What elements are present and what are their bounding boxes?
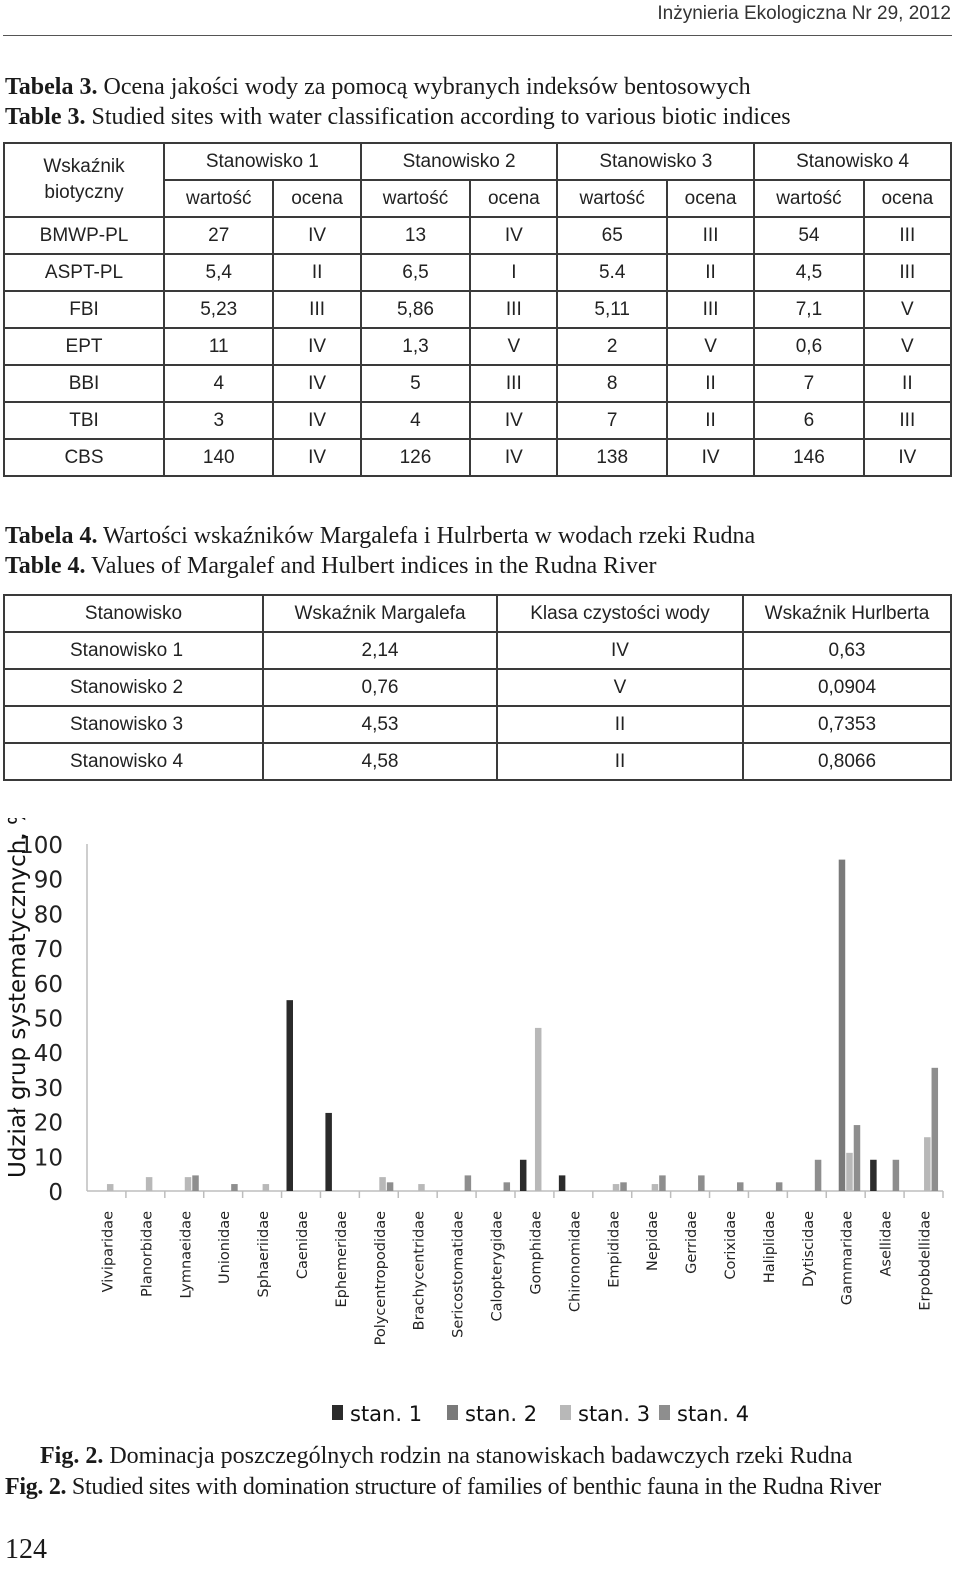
category-label: Calopterygidae xyxy=(489,1211,506,1322)
table3-cell: V xyxy=(667,328,754,365)
dominance-chart xyxy=(0,818,960,1438)
table3-cell: V xyxy=(864,328,951,365)
bar-stan-4 xyxy=(737,1182,744,1191)
y-tick-label: 70 xyxy=(33,937,63,964)
table3-subheader: wartość xyxy=(557,180,666,217)
category-label: Brachycentridae xyxy=(411,1211,428,1331)
table3-cell: 8 xyxy=(557,365,666,402)
bar-stan-1 xyxy=(870,1160,877,1191)
figure-caption-pl xyxy=(40,1441,852,1471)
y-tick-label: 10 xyxy=(33,1145,63,1172)
table3-cell: 1,3 xyxy=(361,328,470,365)
table4-site-name: Stanowisko 2 xyxy=(4,669,263,706)
category-label: Dytiscidae xyxy=(800,1211,817,1288)
bar-stan-1 xyxy=(559,1175,566,1191)
table3-cell: 7 xyxy=(557,402,666,439)
y-tick-label: 30 xyxy=(33,1075,63,1102)
table4-site-name: Stanowisko 4 xyxy=(4,743,263,780)
table4-caption-en-text: Values of Margalef and Hulbert indices in the Rudna River xyxy=(85,553,657,579)
table3-cell: IV xyxy=(273,365,360,402)
category-label: Nepidae xyxy=(645,1211,662,1272)
bar-stan-3 xyxy=(613,1184,620,1191)
bar-stan-3 xyxy=(924,1137,931,1191)
bar-stan-4 xyxy=(659,1175,666,1191)
bar-stan-4 xyxy=(465,1175,472,1191)
table3-cell: 7,1 xyxy=(754,291,863,328)
table3-cell: 140 xyxy=(164,439,273,476)
category-label: Empididae xyxy=(606,1211,623,1288)
table3-cell: 54 xyxy=(754,217,863,254)
table4-cell: 0,0904 xyxy=(743,669,951,706)
table3-caption-en-label: Table 3. xyxy=(5,104,86,130)
table3-index-name: BMWP-PL xyxy=(4,217,164,254)
table3-cell: 4 xyxy=(164,365,273,402)
y-tick-label: 60 xyxy=(33,971,63,998)
category-label: Gerridae xyxy=(684,1211,701,1274)
category-label: Gammaridae xyxy=(839,1211,856,1306)
table3-index-name: EPT xyxy=(4,328,164,365)
table3-subheader: ocena xyxy=(470,180,557,217)
table3-cell: II xyxy=(667,365,754,402)
legend-swatch xyxy=(332,1405,343,1420)
table3-cell: 27 xyxy=(164,217,273,254)
table3-subheader: wartość xyxy=(164,180,273,217)
table3-cell: 5.4 xyxy=(557,254,666,291)
bar-stan-4 xyxy=(854,1125,861,1191)
table3-cell: III xyxy=(667,291,754,328)
table3-subheader: wartość xyxy=(361,180,470,217)
table4 xyxy=(3,594,952,781)
figure-caption-en-text: Studied sites with domination structure of families of benthic fauna in the Rudna River xyxy=(66,1474,881,1500)
table4-cell: 0,63 xyxy=(743,632,951,669)
table4-cell: 0,8066 xyxy=(743,743,951,780)
category-label: Polycentropodidae xyxy=(372,1211,389,1346)
table3-index-name: ASPT-PL xyxy=(4,254,164,291)
category-label: Sphaeriidae xyxy=(256,1211,273,1298)
table4-cell: 4,53 xyxy=(263,706,497,743)
table3-cell: 3 xyxy=(164,402,273,439)
table4-cell: 0,76 xyxy=(263,669,497,706)
category-label: Sericostomatidae xyxy=(450,1211,467,1338)
category-label: Chironomidae xyxy=(567,1211,584,1313)
category-label: Unionidae xyxy=(217,1211,234,1284)
bar-stan-3 xyxy=(846,1153,853,1191)
table-row xyxy=(4,632,951,669)
category-label: Asellidae xyxy=(878,1211,895,1277)
table3-cell: IV xyxy=(470,217,557,254)
table3-cell: 138 xyxy=(557,439,666,476)
table3-cell: III xyxy=(470,291,557,328)
table3-cell: IV xyxy=(470,439,557,476)
table-row xyxy=(4,365,951,402)
category-label: Lymnaeidae xyxy=(178,1211,195,1299)
table3-cell: III xyxy=(864,254,951,291)
table3-cell: 5,4 xyxy=(164,254,273,291)
y-axis-label: Udział grup systematycznych, % xyxy=(5,818,31,1178)
table3-cell: IV xyxy=(273,217,360,254)
bar-stan-4 xyxy=(776,1182,783,1191)
table3-cell: 126 xyxy=(361,439,470,476)
table3-index-name: FBI xyxy=(4,291,164,328)
table-row xyxy=(4,402,951,439)
table-row xyxy=(4,706,951,743)
table3-subheader: ocena xyxy=(864,180,951,217)
legend-swatch xyxy=(560,1405,571,1420)
y-tick-label: 90 xyxy=(33,867,63,894)
bar-stan-1 xyxy=(287,1000,294,1191)
table3-caption-en-text: Studied sites with water classification according to various biotic indices xyxy=(85,104,791,130)
table-row xyxy=(4,743,951,780)
table4-site-name: Stanowisko 1 xyxy=(4,632,263,669)
table3-cell: IV xyxy=(470,402,557,439)
table3-cell: III xyxy=(667,217,754,254)
table4-caption-pl-text: Wartości wskaźników Margalefa i Hulrberta w wodach rzeki Rudna xyxy=(97,523,756,549)
table4-cell: IV xyxy=(497,632,743,669)
legend-label: stan. 3 xyxy=(578,1402,651,1426)
table-row xyxy=(4,439,951,476)
category-label: Erpobdellidae xyxy=(917,1211,934,1311)
category-label: Gomphidae xyxy=(528,1211,545,1295)
table3-site-header: Stanowisko 4 xyxy=(754,143,951,180)
table-row xyxy=(4,291,951,328)
table3-cell: 4,5 xyxy=(754,254,863,291)
y-tick-label: 0 xyxy=(48,1180,63,1206)
y-tick-label: 50 xyxy=(33,1006,63,1033)
table3-cell: II xyxy=(667,402,754,439)
table3-cell: 4 xyxy=(361,402,470,439)
table3-cell: III xyxy=(470,365,557,402)
table3-cell: IV xyxy=(273,402,360,439)
table4-header: Wskaźnik Margalefa xyxy=(263,595,497,632)
table3-index-name: BBI xyxy=(4,365,164,402)
category-label: Caenidae xyxy=(295,1211,311,1280)
figure-caption-pl-text: Dominacja poszczególnych rodzin na stanowiskach badawczych rzeki Rudna xyxy=(103,1443,853,1469)
legend-label: stan. 2 xyxy=(465,1402,538,1426)
table3-cell: 2 xyxy=(557,328,666,365)
bar-stan-2 xyxy=(839,860,846,1191)
table3-cell: 5 xyxy=(361,365,470,402)
table3-site-header: Stanowisko 3 xyxy=(557,143,754,180)
bar-stan-1 xyxy=(520,1160,527,1191)
table3-header-sites xyxy=(4,143,951,180)
bar-stan-3 xyxy=(652,1184,659,1191)
bar-stan-3 xyxy=(535,1028,542,1191)
bar-stan-4 xyxy=(698,1175,705,1191)
table3-cell: V xyxy=(470,328,557,365)
bar-stan-3 xyxy=(146,1177,153,1191)
bar-stan-4 xyxy=(231,1184,238,1191)
table3-index-name: CBS xyxy=(4,439,164,476)
table3-cell: II xyxy=(273,254,360,291)
figure-caption-pl-label: Fig. 2. xyxy=(40,1443,104,1469)
table3-index-name: TBI xyxy=(4,402,164,439)
figure-caption-en xyxy=(5,1472,881,1502)
bar-stan-4 xyxy=(815,1160,822,1191)
table-row xyxy=(4,328,951,365)
table3-cell: III xyxy=(864,402,951,439)
bar-stan-3 xyxy=(107,1184,114,1191)
table4-cell: 4,58 xyxy=(263,743,497,780)
table3-cell: 11 xyxy=(164,328,273,365)
table3-cell: 13 xyxy=(361,217,470,254)
table3-subheader: ocena xyxy=(667,180,754,217)
table3-cell: III xyxy=(864,217,951,254)
table4-header: Wskaźnik Hurlberta xyxy=(743,595,951,632)
table4-caption-en-label: Table 4. xyxy=(5,553,86,579)
table3-cell: I xyxy=(470,254,557,291)
legend-label: stan. 4 xyxy=(677,1402,750,1426)
table3-cell: 5,11 xyxy=(557,291,666,328)
bar-stan-4 xyxy=(192,1175,199,1191)
table3-caption-pl-text: Ocena jakości wody za pomocą wybranych indeksów bentosowych xyxy=(97,74,751,100)
table4-cell: 0,7353 xyxy=(743,706,951,743)
table3-caption-pl-label: Tabela 3. xyxy=(5,74,98,100)
table3-cell: 0,6 xyxy=(754,328,863,365)
table3-cell: IV xyxy=(273,439,360,476)
table3-cell: IV xyxy=(667,439,754,476)
table3-cell: 5,23 xyxy=(164,291,273,328)
bar-stan-4 xyxy=(504,1182,511,1191)
bar-stan-3 xyxy=(263,1184,270,1191)
bar-stan-3 xyxy=(379,1177,386,1191)
table3-caption-pl xyxy=(5,72,751,102)
table3 xyxy=(3,142,952,477)
bar-stan-1 xyxy=(325,1113,332,1191)
table3-cell: IV xyxy=(864,439,951,476)
dominance-chart-svg xyxy=(0,818,960,1438)
table3-site-header: Stanowisko 1 xyxy=(164,143,361,180)
bar-stan-4 xyxy=(932,1068,939,1191)
table3-cell: II xyxy=(667,254,754,291)
table-row xyxy=(4,217,951,254)
table3-subheader: ocena xyxy=(273,180,360,217)
bar-stan-4 xyxy=(893,1160,900,1191)
table3-cell: 5,86 xyxy=(361,291,470,328)
table4-caption-pl xyxy=(5,521,755,551)
legend-swatch xyxy=(659,1405,670,1420)
bar-stan-4 xyxy=(620,1182,627,1191)
table3-cell: V xyxy=(864,291,951,328)
page-number: 124 xyxy=(5,1534,47,1565)
bar-stan-3 xyxy=(185,1177,192,1191)
journal-header: Inżynieria Ekologiczna Nr 29, 2012 xyxy=(657,3,951,24)
y-tick-label: 40 xyxy=(33,1041,63,1068)
figure-caption-en-label: Fig. 2. xyxy=(5,1474,67,1500)
table4-header: Stanowisko xyxy=(4,595,263,632)
bar-stan-4 xyxy=(387,1182,394,1191)
table3-cell: 7 xyxy=(754,365,863,402)
category-label: Corixidae xyxy=(723,1211,739,1280)
table-row xyxy=(4,254,951,291)
table3-cell: 146 xyxy=(754,439,863,476)
table4-cell: V xyxy=(497,669,743,706)
header-rule xyxy=(3,35,952,36)
table3-subheader: wartość xyxy=(754,180,863,217)
table3-cell: III xyxy=(273,291,360,328)
y-tick-label: 100 xyxy=(19,833,63,859)
table-row xyxy=(4,669,951,706)
table4-site-name: Stanowisko 3 xyxy=(4,706,263,743)
table4-cell: II xyxy=(497,706,743,743)
table3-cell: IV xyxy=(273,328,360,365)
legend-swatch xyxy=(447,1405,458,1420)
category-label: Viviparidae xyxy=(100,1211,117,1293)
table3-cell: 65 xyxy=(557,217,666,254)
y-tick-label: 20 xyxy=(33,1110,63,1137)
table4-caption-pl-label: Tabela 4. xyxy=(5,523,98,549)
table4-caption-en xyxy=(5,551,656,581)
table3-cell: II xyxy=(864,365,951,402)
table3-site-header: Stanowisko 2 xyxy=(361,143,558,180)
bar-stan-3 xyxy=(418,1184,425,1191)
category-label: Haliplidae xyxy=(761,1211,778,1284)
table3-corner-header: Wskaźnik biotyczny xyxy=(4,143,164,217)
table3-cell: 6 xyxy=(754,402,863,439)
category-label: Planorbidae xyxy=(139,1211,156,1297)
table4-header: Klasa czystości wody xyxy=(497,595,743,632)
category-label: Ephemeridae xyxy=(333,1211,350,1308)
table4-header-row xyxy=(4,595,951,632)
legend-label: stan. 1 xyxy=(350,1402,423,1426)
y-tick-label: 80 xyxy=(33,902,63,929)
table4-cell: 2,14 xyxy=(263,632,497,669)
table4-cell: II xyxy=(497,743,743,780)
table3-cell: 6,5 xyxy=(361,254,470,291)
table3-caption-en xyxy=(5,102,791,132)
